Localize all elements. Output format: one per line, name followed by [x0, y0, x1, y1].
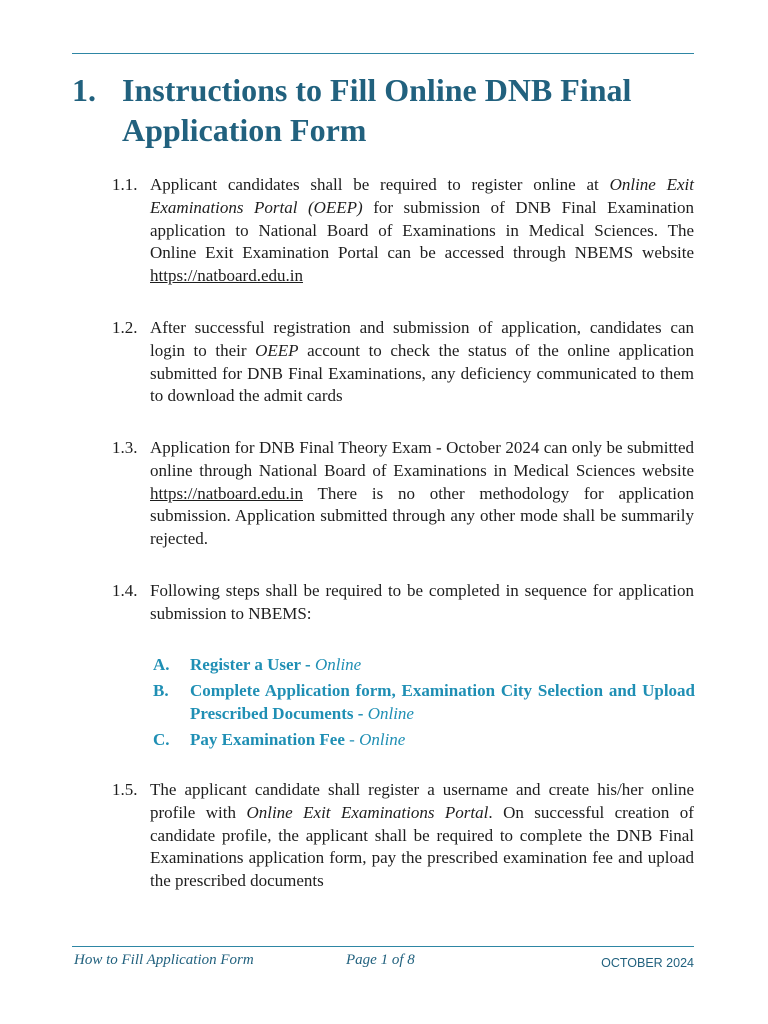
header-rule: [72, 53, 694, 54]
portal-abbrev: OEEP: [255, 340, 299, 360]
text-run: After successful registration and submission of application, candidates can login to their: [150, 318, 694, 360]
step-text: [190, 729, 695, 752]
step-mode: Online: [367, 703, 414, 723]
footer-rule: [72, 946, 694, 947]
footer-page-number: Page 1 of 8: [346, 952, 415, 968]
natboard-link[interactable]: https://natboard.edu.in: [150, 483, 303, 503]
step-mode: Online: [359, 730, 406, 749]
step-letter: C.: [153, 730, 170, 749]
paragraph-text: [150, 580, 694, 626]
text-run: There is no other methodology for application submission. Application submitted through any other mode shall be summarily rejected.: [150, 483, 694, 549]
portal-name: Online Exit Examinations Portal: [246, 802, 489, 822]
natboard-link[interactable]: https://natboard.edu.in: [150, 266, 303, 286]
step-title: Pay Examination Fee: [190, 730, 345, 749]
text-run: for submission of DNB Final Examination application to National Board of Examinations in Medical Sciences. The Online Exit Examination Portal can be accessed through NBEMS website: [150, 197, 694, 263]
text-run: account to check the status of the online application submitted for DNB Final Examinations, any deficiency communicated to them to download the admit cards: [150, 340, 694, 406]
paragraph-number: 1.2.: [112, 318, 138, 337]
step-separator: -: [344, 730, 360, 749]
footer-document-title: How to Fill Application Form: [74, 952, 254, 968]
text-run: Applicant candidates shall be required to register online at: [150, 175, 610, 194]
step-title: Complete Application form, Examination City Selection and Upload Prescribed Documents -: [190, 681, 695, 723]
footer-date: OCTOBER 2024: [601, 956, 694, 970]
step-letter: A.: [153, 655, 170, 674]
portal-name: Online Exit Examinations Portal (OEEP): [150, 175, 694, 217]
step-text: [190, 680, 695, 726]
section-number: 1.: [72, 72, 96, 108]
paragraph-number: 1.3.: [112, 438, 138, 457]
paragraph-number: 1.4.: [112, 581, 138, 600]
paragraph-text: [150, 174, 694, 288]
section-title: Instructions to Fill Online DNB Final Application Form: [122, 72, 632, 148]
text-run: Following steps shall be required to be completed in sequence for application submission to NBEMS:: [150, 581, 694, 623]
text-run: The applicant candidate shall register a username and create his/her online profile with: [150, 780, 694, 822]
paragraph-text: [150, 779, 694, 893]
paragraph-number: 1.1.: [112, 175, 138, 194]
step-letter: B.: [153, 681, 169, 700]
text-run: . On successful creation of candidate profile, the applicant shall be required to complete the DNB Final Examinations application form, pay the prescribed examination fee and upload the prescribed documents: [150, 802, 694, 891]
paragraph-number: 1.5.: [112, 780, 138, 799]
paragraph-text: [150, 437, 694, 551]
step-title: Register a User -: [190, 655, 315, 674]
text-run: Application for DNB Final Theory Exam - October 2024 can only be submitted online through National Board of Examinations in Medical Sciences website: [150, 438, 694, 480]
paragraph-text: [150, 317, 694, 408]
step-mode: Online: [314, 655, 362, 674]
step-text: [190, 654, 695, 677]
